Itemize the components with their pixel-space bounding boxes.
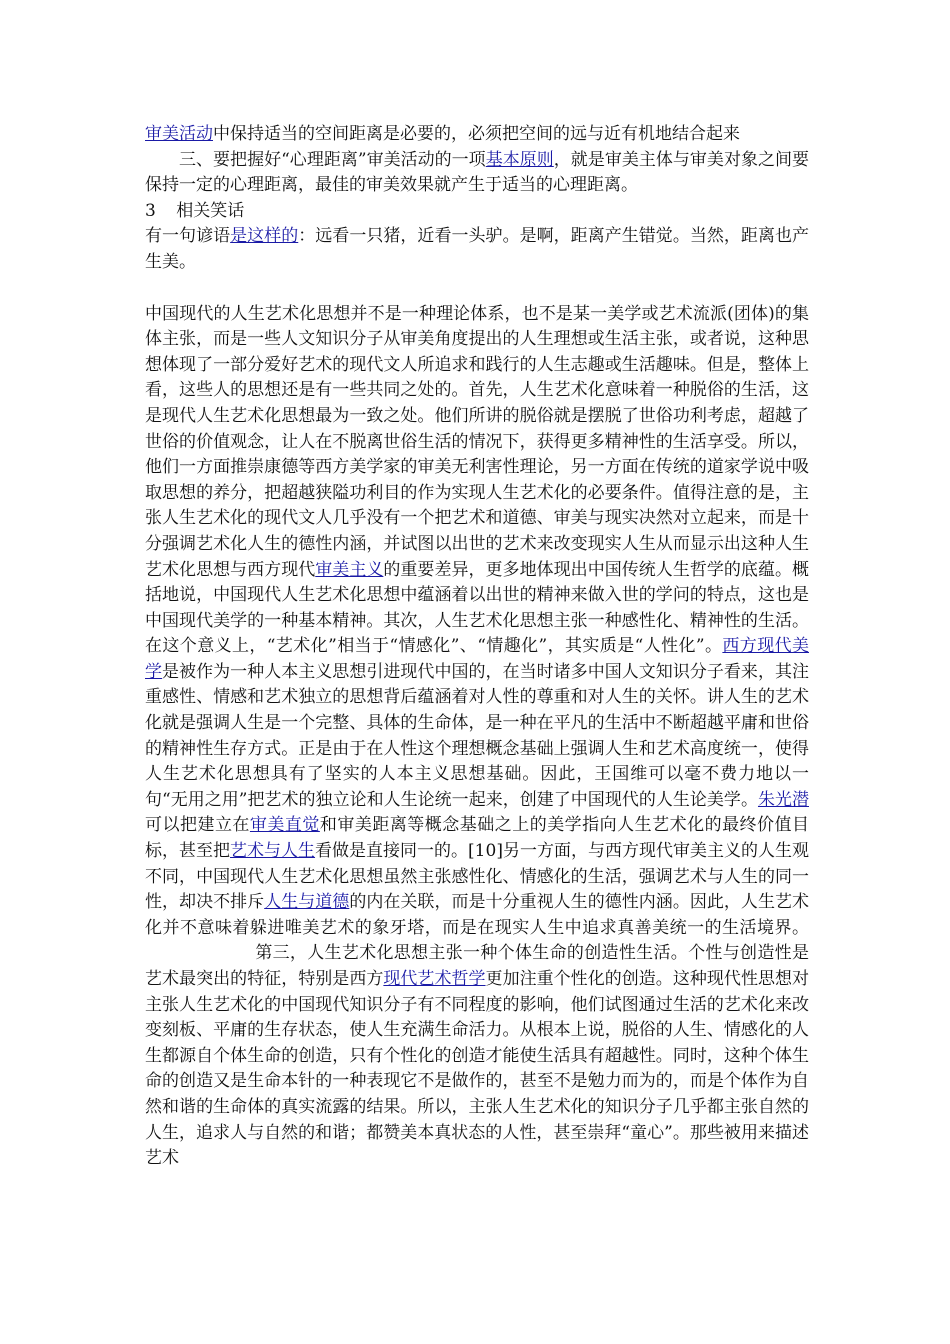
text-run: 的重要差异，更多地体现出中国传统人生哲学的底蕴。概括地说，中国现代人生艺术化思想中蕴涵着以出世的精神来做入世的学问的特点，这也是中国现代美学的一种基本精神。其次，人生艺术化思想主张一种感性化、精神性的生活。在这个意义上，“艺术化”相当于“情感化”、“情趣化”，其实质是“人性化”。 <box>145 559 810 657</box>
document-page <box>145 122 809 1172</box>
paragraph-spatial-distance <box>145 122 809 148</box>
link-aesthetic-intuition[interactable]: 审美直觉 <box>249 815 320 836</box>
link-modern-art-philosophy[interactable]: 现代艺术哲学 <box>383 969 486 989</box>
blank-line <box>145 276 809 302</box>
text-run: 有一句谚语 <box>145 226 231 247</box>
text-run: 和审美距离等概念基础之上的美学指向人生艺术化的最终价值目标，甚至把 <box>145 815 810 862</box>
text-run: ，就是审美主体与审美对象之间要保持一定的心理距离，最佳的审美效果就产生于适当的心理距离。 <box>145 149 810 196</box>
section-number: 3 <box>145 200 156 221</box>
link-is-like-this[interactable]: 是这样的 <box>230 226 299 247</box>
text-run: 的内在关联，而是十分重视人生的德性内涵。因此，人生艺术化并不意味着躲进唯美艺术的象牙塔，而是在现实人生中追求真善美统一的生活境界。 <box>145 892 810 938</box>
link-art-and-life[interactable]: 艺术与人生 <box>230 841 316 862</box>
text-run: ：远看一只猪，近看一头驴。是啊，距离产生错觉。当然，距离也产生美。 <box>145 226 810 272</box>
link-life-and-morality[interactable]: 人生与道德 <box>264 892 350 913</box>
text-run: 第三，人生艺术化思想主张一种个体生命的创造性生活。个性与创造性是艺术最突出的特征，特别是西方 <box>145 943 809 989</box>
text-run: 中保持适当的空间距离是必要的，必须把空间的远与近有机地结合起来 <box>213 124 740 144</box>
section-title: 相关笑话 <box>176 200 245 221</box>
text-run: 更加注重个性化的创造。这种现代性思想对主张人生艺术化的中国现代知识分子有不同程度的影响，他们试图通过生活的艺术化来改变刻板、平庸的生存状态，使人生充满生命活力。从根本上说，脱俗的人生、情感化的人生都源自个体生命的创造，只有个性化的创造才能使生活具有超越性。同时，这种个体生命的创造又是生命本针的一种表现它不是做作的，甚至不是勉力而为的，而是个体作为自然和谐的生命体的真实流露的结果。所以，主张人生艺术化的知识分子几乎都主张自然的人生，追求人与自然的和谐；都赞美本真状态的人性，甚至崇拜“童心”。那些被用来描述艺术 <box>145 969 810 1169</box>
text-run: 中国现代的人生艺术化思想并不是一种理论体系，也不是某一美学或艺术流派(团体)的集体主张，而是一些人文知识分子从审美角度提出的人生理想或生活主张，或者说，这种思想体现了一部分爱好艺术的现代文人所追求和践行的人生志趣或生活趣味。但是，整体上看，这些人的思想还是有一些共同之处的。首先，人生艺术化意味着一种脱俗的生活，这是现代人生艺术化思想最为一致之处。他们所讲的脱俗就是摆脱了世俗功利考虑，超越了世俗的价值观念，让人在不脱离世俗生活的情况下，获得更多精神性的生活享受。所以，他们一方面推崇康德等西方美学家的审美无利害性理论，另一方面在传统的道家学说中吸取思想的养分，把超越狭隘功利目的作为实现人生艺术化的必要条件。值得注意的是，主张人生艺术化的现代文人几乎没有一个把艺术和道德、审美与现实决然对立起来，而是十分强调艺术化人生的德性内涵，并试图以出世的艺术来改变现实人生从而显示出这种人生艺术化思想与西方现代 <box>145 303 809 580</box>
link-aesthetic-activity[interactable]: 审美活动 <box>145 124 213 144</box>
section-heading <box>145 199 809 225</box>
link-aestheticism[interactable]: 审美主义 <box>315 559 384 580</box>
text-run: 可以把建立在 <box>145 815 250 836</box>
text-run: 三、要把握好“心理距离”审美活动的一项 <box>179 149 486 170</box>
paragraph-psychological-distance <box>145 148 809 199</box>
link-western-modern-aesthetics[interactable]: 西方现代美学 <box>145 636 809 682</box>
paragraph-life-artification <box>145 302 809 1172</box>
link-basic-principle[interactable]: 基本原则 <box>485 149 554 170</box>
link-zhu-guangqian[interactable]: 朱光潜 <box>757 789 809 810</box>
text-run: 是被作为一种人本主义思想引进现代中国的，在当时诸多中国人文知识分子看来，其注重感性、情感和艺术独立的思想背后蕴涵着对人性的尊重和对人生的关怀。讲人生的艺术化就是强调人生是一个完整、具体的生命体，是一种在平凡的生活中不断超越平庸和世俗的精神性生存方式。正是由于在人性这个理想概念基础上强调人生和艺术高度统一，使得人生艺术化思想具有了坚实的人本主义思想基础。因此，王国维可以毫不费力地以一句“无用之用”把艺术的独立论和人生论统一起来，创建了中国现代的人生论美学。 <box>145 661 810 810</box>
text-run: 看做是直接同一的。[10]另一方面，与西方现代审美主义的人生观不同，中国现代人生艺术化思想虽然主张感性化、情感化的生活，强调艺术与人生的同一性，却决不排斥 <box>145 841 809 913</box>
paragraph-proverb <box>145 224 809 275</box>
